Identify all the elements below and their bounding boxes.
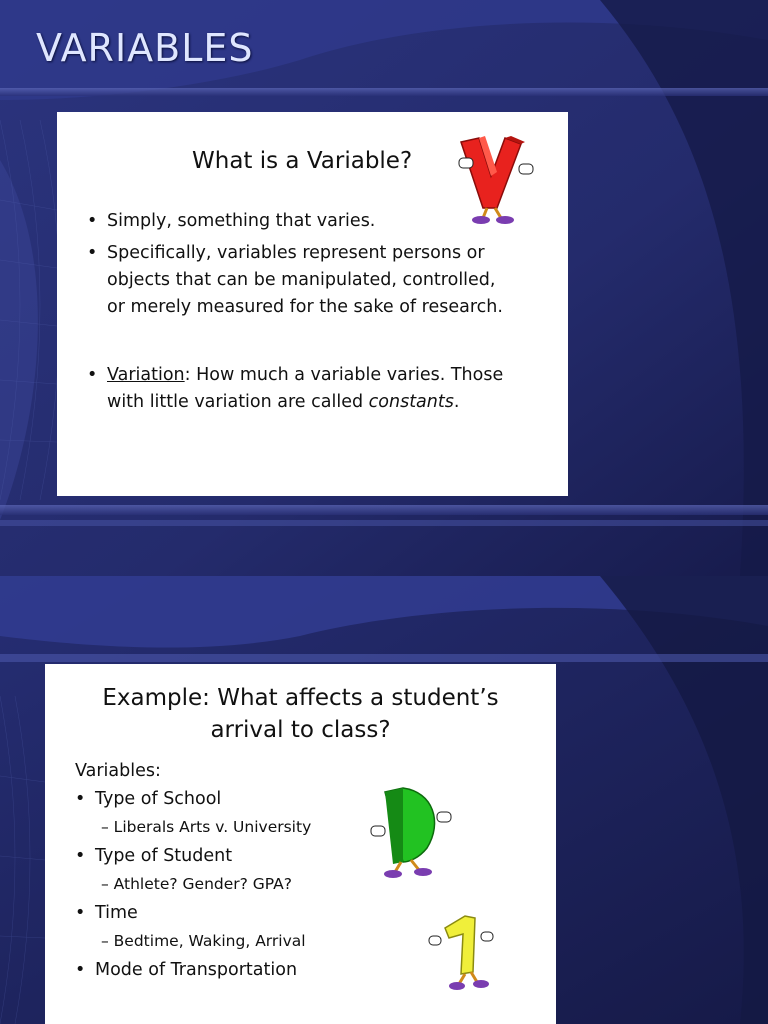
list-item: • Time	[75, 903, 138, 923]
list-item-label: Mode of Transportation	[95, 960, 298, 980]
bullet-text: .	[453, 392, 460, 412]
list-subitem: – Athlete? Gender? GPA?	[101, 875, 292, 893]
deck-title: VARIABLES	[36, 26, 254, 70]
d-mascot-icon	[363, 782, 459, 878]
slide1-bullet-1: • Simply, something that varies.	[87, 211, 376, 231]
list-item-label: Type of School	[95, 789, 222, 809]
list-item: • Type of Student	[75, 846, 233, 866]
variables-intro: Variables:	[75, 761, 161, 781]
number-one-mascot-icon	[425, 910, 501, 994]
slide2-title	[45, 682, 556, 746]
bullet-text-line: or merely measured for the sake of research.	[107, 297, 503, 317]
list-item: • Mode of Transportation	[75, 960, 298, 980]
slide1-bullet-2: • Specifically, variables represent persons or objects that can be manipulated, controlled, or merely measured for the sake of research.	[107, 240, 503, 321]
list-subitem: – Bedtime, Waking, Arrival	[101, 932, 306, 950]
title-line: arrival to class?	[210, 717, 391, 743]
bullet-text: : How much a variable varies. Those	[184, 365, 504, 385]
v-mascot-icon	[449, 128, 539, 224]
list-item-label: Type of Student	[95, 846, 233, 866]
slide1-card	[57, 112, 568, 496]
bullet-text-line: Specifically, variables represent persons or	[107, 243, 485, 263]
list-item: • Type of School	[75, 789, 222, 809]
constants-term: constants	[368, 392, 454, 412]
list-item-label: Time	[95, 903, 138, 923]
variation-term: Variation	[107, 365, 185, 385]
slide2-card	[45, 664, 556, 1024]
title-line: Example: What affects a student’s	[102, 685, 499, 711]
bullet-text: Simply, something that varies.	[107, 211, 376, 231]
list-subitem: – Liberals Arts v. University	[101, 818, 312, 836]
bullet-text: with little variation are called	[107, 392, 369, 412]
slide1-bullet-3: • Variation: How much a variable varies. Those with little variation are called constants.	[87, 365, 504, 412]
bullet-text-line: objects that can be manipulated, controlled,	[107, 270, 496, 290]
slide1-title: What is a Variable?	[192, 148, 413, 174]
